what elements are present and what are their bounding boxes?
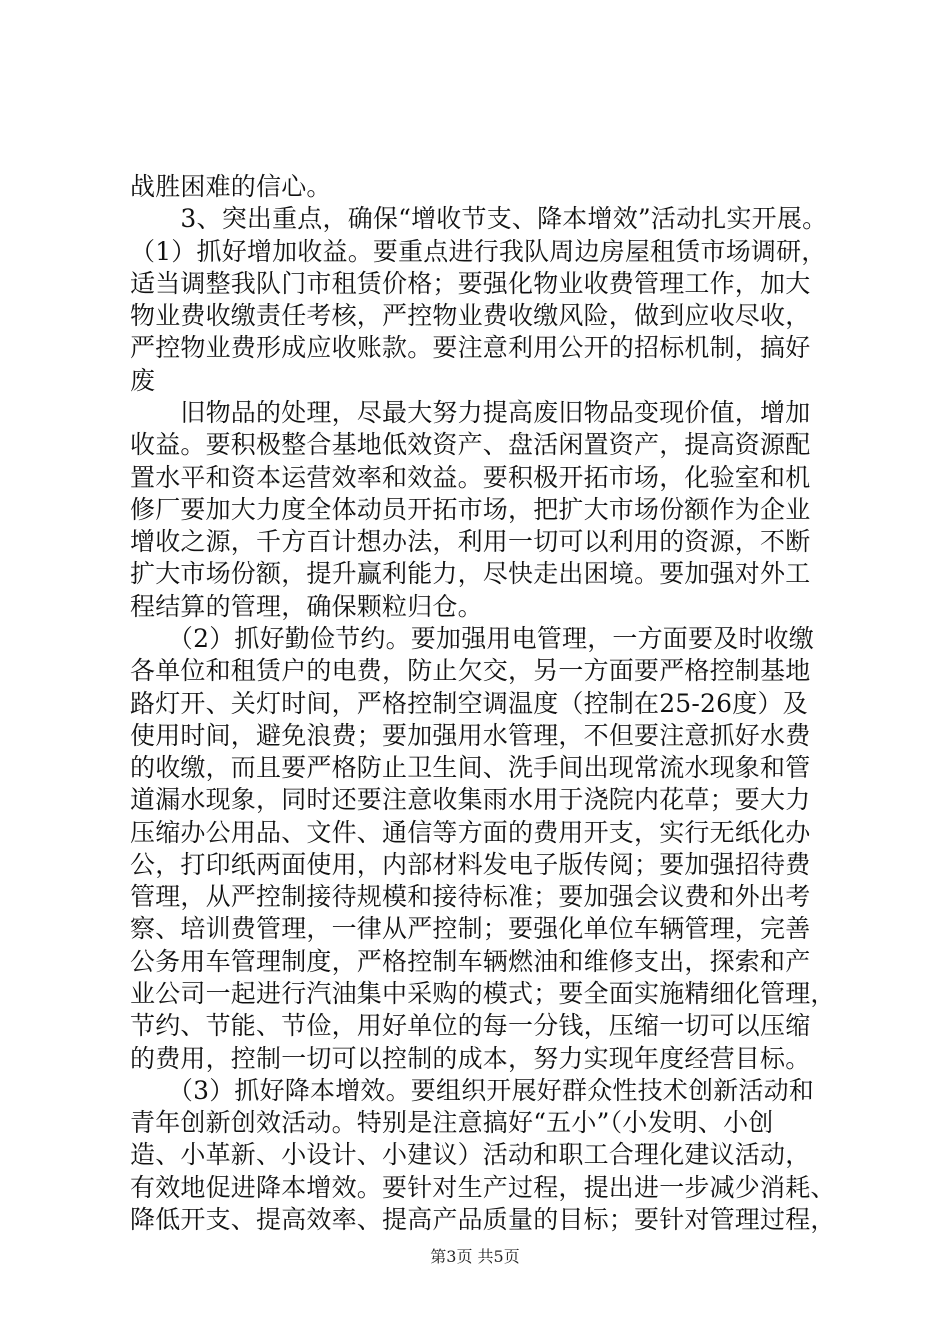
body-text-line: 战胜困难的信心。 <box>130 172 332 201</box>
body-text-line: 严控物业费形成应收账款。要注意利用公开的招标机制，搞好 <box>130 333 811 362</box>
body-text-line: 压缩办公用品、文件、通信等方面的费用开支，实行无纸化办 <box>130 818 811 847</box>
body-text-line: 物业费收缴责任考核，严控物业费收缴风险，做到应收尽收， <box>130 301 811 330</box>
page-number-footer: 第3页 共5页 <box>430 1247 520 1266</box>
body-text-line: 的费用，控制一切可以控制的成本，努力实现年度经营目标。 <box>130 1044 811 1073</box>
body-text-line: 业公司一起进行汽油集中采购的模式；要全面实施精细化管理， <box>130 979 836 1008</box>
body-text-line: 节约、节能、节俭，用好单位的每一分钱，压缩一切可以压缩 <box>130 1011 811 1040</box>
body-text-line: （1）抓好增加收益。要重点进行我队周边房屋租赁市场调研， <box>130 237 827 266</box>
body-text-line: 适当调整我队门市租赁价格；要强化物业收费管理工作，加大 <box>130 269 811 298</box>
body-text-line: 3、突出重点，确保“增收节支、降本增效”活动扎实开展。 <box>130 204 828 233</box>
body-text-line: 废 <box>130 366 156 395</box>
body-text-line: 旧物品的处理，尽最大努力提高废旧物品变现价值，增加 <box>130 398 811 427</box>
body-text-line: 有效地促进降本增效。要针对生产过程，提出进一步减少消耗、 <box>130 1173 836 1202</box>
body-text-line: 管理，从严控制接待规模和接待标准；要加强会议费和外出考 <box>130 882 811 911</box>
body-text-line: 公务用车管理制度，严格控制车辆燃油和维修支出，探索和产 <box>130 947 811 976</box>
body-text-line: 的收缴，而且要严格防止卫生间、洗手间出现常流水现象和管 <box>130 753 811 782</box>
body-text-line: 公，打印纸两面使用，内部材料发电子版传阅；要加强招待费 <box>130 850 811 879</box>
body-text-line: 置水平和资本运营效率和效益。要积极开拓市场，化验室和机 <box>130 463 811 492</box>
body-text-line: （2）抓好勤俭节约。要加强用电管理，一方面要及时收缴 <box>130 624 815 653</box>
body-text-line: 路灯开、关灯时间，严格控制空调温度（控制在25-26度）及 <box>130 689 808 718</box>
body-text-line: 道漏水现象，同时还要注意收集雨水用于浇院内花草；要大力 <box>130 785 811 814</box>
body-text-line: 扩大市场份额，提升赢利能力，尽快走出困境。要加强对外工 <box>130 559 811 588</box>
body-text-line: 收益。要积极整合基地低效资产、盘活闲置资产，提高资源配 <box>130 430 811 459</box>
body-text-line: 增收之源，千方百计想办法，利用一切可以利用的资源，不断 <box>130 527 811 556</box>
body-text-line: 察、培训费管理，一律从严控制；要强化单位车辆管理，完善 <box>130 914 811 943</box>
body-text-line: 降低开支、提高效率、提高产品质量的目标；要针对管理过程， <box>130 1205 836 1234</box>
body-text-line: 各单位和租赁户的电费，防止欠交，另一方面要严格控制基地 <box>130 656 811 685</box>
body-text-line: （3）抓好降本增效。要组织开展好群众性技术创新活动和 <box>130 1076 815 1105</box>
body-text-line: 青年创新创效活动。特别是注意搞好“五小”（小发明、小创 <box>130 1108 774 1137</box>
body-text-line: 使用时间，避免浪费；要加强用水管理，不但要注意抓好水费 <box>130 721 811 750</box>
body-text-line: 造、小革新、小设计、小建议）活动和职工合理化建议活动， <box>130 1140 811 1169</box>
body-text-line: 修厂要加大力度全体动员开拓市场，把扩大市场份额作为企业 <box>130 495 811 524</box>
body-text-line: 程结算的管理，确保颗粒归仓。 <box>130 592 483 621</box>
